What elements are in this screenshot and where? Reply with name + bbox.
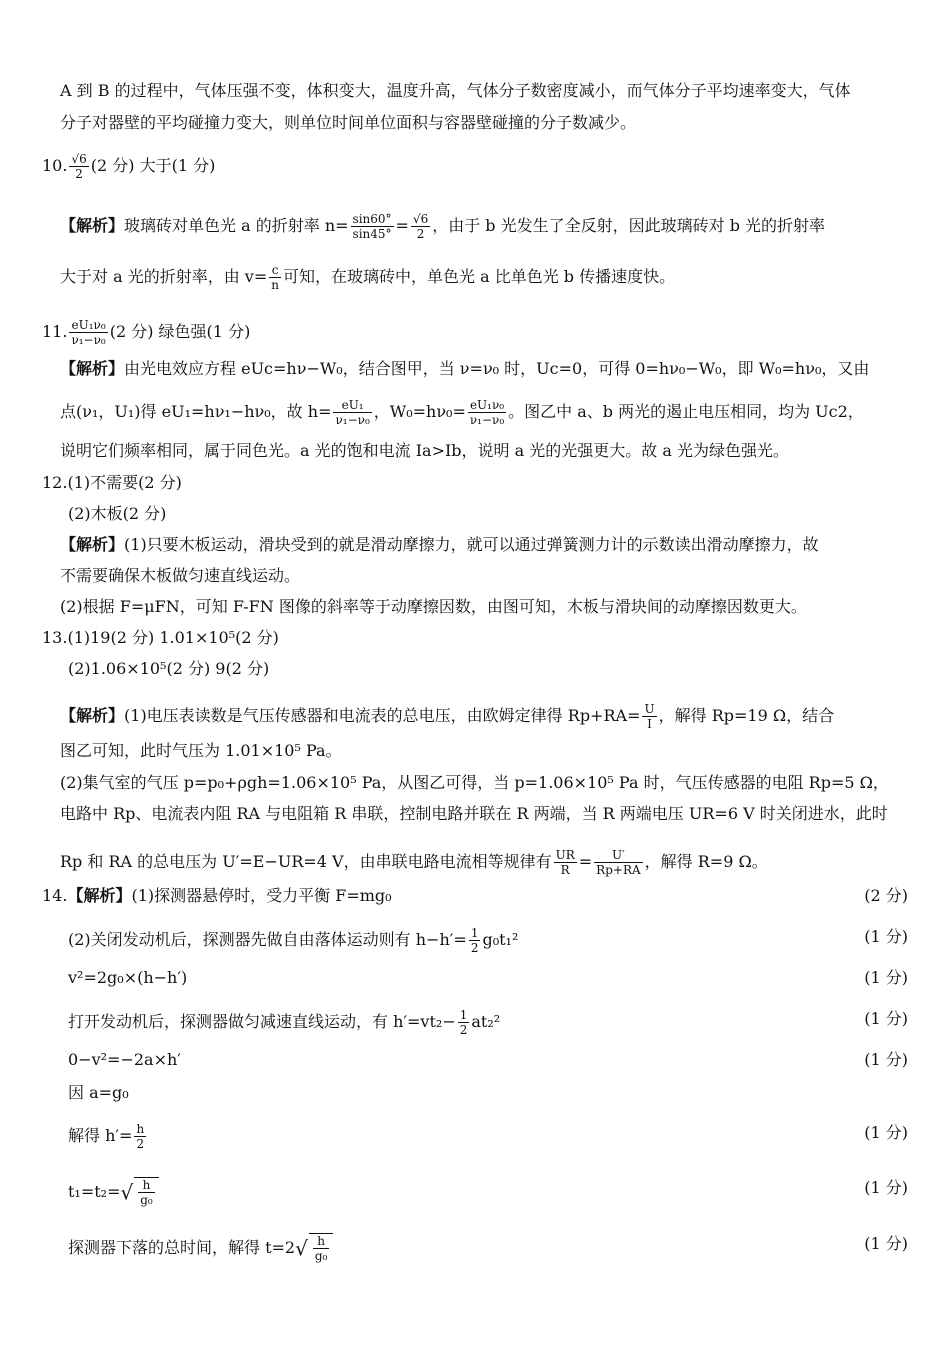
intro-line-2: 分子对器壁的平均碰撞力变大，则单位时间单位面积与容器壁碰撞的分子数减少。 [60, 113, 637, 132]
q14-step-3: v²=2g₀×(h−h′) [68, 968, 188, 987]
q10-answer-rest: (2 分) 大于(1 分) [90, 156, 216, 175]
q13-number: 13. [42, 628, 68, 647]
q14-step-2: (2)关闭发动机后，探测器先做自由落体运动则有 h−h′= $\frac{1}{2}$ g₀t₁² [68, 926, 519, 955]
q10-answer-fraction: $\frac{√6}{2}$ [71, 152, 87, 181]
q14-step-3-score: (1 分) [864, 968, 908, 987]
q14-step-9: 探测器下落的总时间，解得 t=2√ $\frac{h}{\text{g₀}}$ [68, 1233, 333, 1263]
q10-answer [42, 152, 215, 181]
q14-step-7: 解得 h′= $\frac{h}{2}$ [68, 1122, 145, 1151]
q11-answer [42, 318, 250, 347]
q14-step-5: 0−v²=−2a×h′ [68, 1050, 181, 1069]
q13-analysis-line-1: 【解析】(1)电压表读数是气压传感器和电流表的总电压，由欧姆定律得 Rp+RA= $\frac{U}{I}$ ，解得 Rp=19 Ω，结合 [60, 702, 835, 731]
q10-analysis-line-1: 【解析】玻璃砖对单色光 a 的折射率 n= $\frac{\sin 60^\circ}{\sin 45^\circ}$ = $\frac{√6}{2}$ ，由于 b 光发生了全反射，因此玻璃砖对 b 光的折射率 [60, 212, 826, 241]
q13-answer-2: (2)1.06×10⁵(2 分) 9(2 分) [68, 659, 270, 678]
q11-answer-fraction: $\frac{\text{eU₁ν₀}}{\text{ν₁−ν₀}}$ [71, 318, 106, 347]
q14-analysis-label: 【解析】 [67, 886, 132, 905]
q14-step-9-score: (1 分) [864, 1234, 908, 1253]
q12-answer-1: 12.(1)不需要(2 分) [42, 473, 182, 492]
q11-number: 11. [42, 322, 68, 341]
q14-step-4-score: (1 分) [864, 1009, 908, 1028]
q10-analysis-line-2: 大于对 a 光的折射率，由 v= $\frac{c}{n}$ 可知，在玻璃砖中，单色光 a 比单色光 b 传播速度快。 [60, 263, 676, 292]
q11-analysis-line-3: 说明它们频率相同，属于同色光。a 光的饱和电流 Ia>Ib，说明 a 光的光强更大。故 a 光为绿色强光。 [60, 441, 789, 460]
q14-number: 14. [42, 886, 68, 905]
q12-analysis-label: 【解析】 [60, 535, 125, 554]
q13-analysis-line-5: Rp 和 RA 的总电压为 U′=E−UR=4 V，由串联电路电流相等规律有 $\frac{UR}{R}$ = $\frac{U'}{Rp+RA}$ ，解得 R=9 Ω。 [60, 848, 768, 877]
q10-number: 10. [42, 156, 68, 175]
q12-analysis-line-1: 【解析】(1)只要木板运动，滑块受到的就是滑动摩擦力，就可以通过弹簧测力计的示数读出滑动摩擦力，故 [60, 535, 819, 554]
q13-analysis-label: 【解析】 [60, 706, 125, 725]
q12-number: 12. [42, 473, 68, 492]
q13-analysis-line-2: 图乙可知，此时气压为 1.01×10⁵ Pa。 [60, 741, 342, 760]
q13-analysis-line-3: (2)集气室的气压 p=p₀+ρgh=1.06×10⁵ Pa，从图乙可得，当 p=1.06×10⁵ Pa 时，气压传感器的电阻 Rp=5 Ω， [60, 773, 889, 792]
q12-analysis-line-2: 不需要确保木板做匀速直线运动。 [60, 566, 301, 585]
q14-step-7-score: (1 分) [864, 1123, 908, 1142]
q14-step-5-score: (1 分) [864, 1050, 908, 1069]
q14-step-1-score: (2 分) [864, 886, 908, 905]
intro-line-1: A 到 B 的过程中，气体压强不变，体积变大，温度升高，气体分子数密度减小，而气体分子平均速率变大，气体 [60, 81, 851, 100]
q12-answer-2: (2)木板(2 分) [68, 504, 167, 523]
q13-analysis-line-4: 电路中 Rp、电流表内阻 RA 与电阻箱 R 串联，控制电路并联在 R 两端，当 R 两端电压 UR=6 V 时关闭进水，此时 [60, 804, 888, 823]
q11-analysis-label: 【解析】 [60, 359, 125, 378]
q11-analysis-line-1: 【解析】由光电效应方程 eUc=hν−W₀，结合图甲，当 ν=ν₀ 时，Uc=0，可得 0=hν₀−W₀，即 W₀=hν₀，又由 [60, 359, 870, 378]
q13-answer-1: 13.(1)19(2 分) 1.01×10⁵(2 分) [42, 628, 279, 647]
q14-step-1: 14.【解析】(1)探测器悬停时，受力平衡 F=mg₀ [42, 886, 392, 905]
q11-answer-rest: (2 分) 绿色强(1 分) [109, 322, 251, 341]
q14-step-2-score: (1 分) [864, 927, 908, 946]
q14-step-8-score: (1 分) [864, 1178, 908, 1197]
q12-analysis-line-3: (2)根据 F=μFN，可知 F-FN 图像的斜率等于动摩擦因数，由图可知，木板与滑块间的动摩擦因数更大。 [60, 597, 807, 616]
q10-analysis-label: 【解析】 [60, 216, 125, 235]
q14-step-8: t₁=t₂=√ $\frac{h}{\text{g₀}}$ [68, 1177, 159, 1207]
q11-analysis-line-2: 点(ν₁，U₁)得 eU₁=hν₁−hν₀，故 h= $\frac{\text{eU₁}}{\text{ν₁−ν₀}}$ ，W₀=hν₀= $\frac{\text{eU₁ν₀}}{\text{ν₁−ν₀}}$ 。图乙中 a、b 两光的遏止电压相同，均为 Uc2， [60, 398, 864, 427]
q14-step-4: 打开发动机后，探测器做匀减速直线运动，有 h′=vt₂− $\frac{1}{2}$ at₂² [68, 1008, 501, 1037]
q14-step-6: 因 a=g₀ [68, 1083, 129, 1102]
